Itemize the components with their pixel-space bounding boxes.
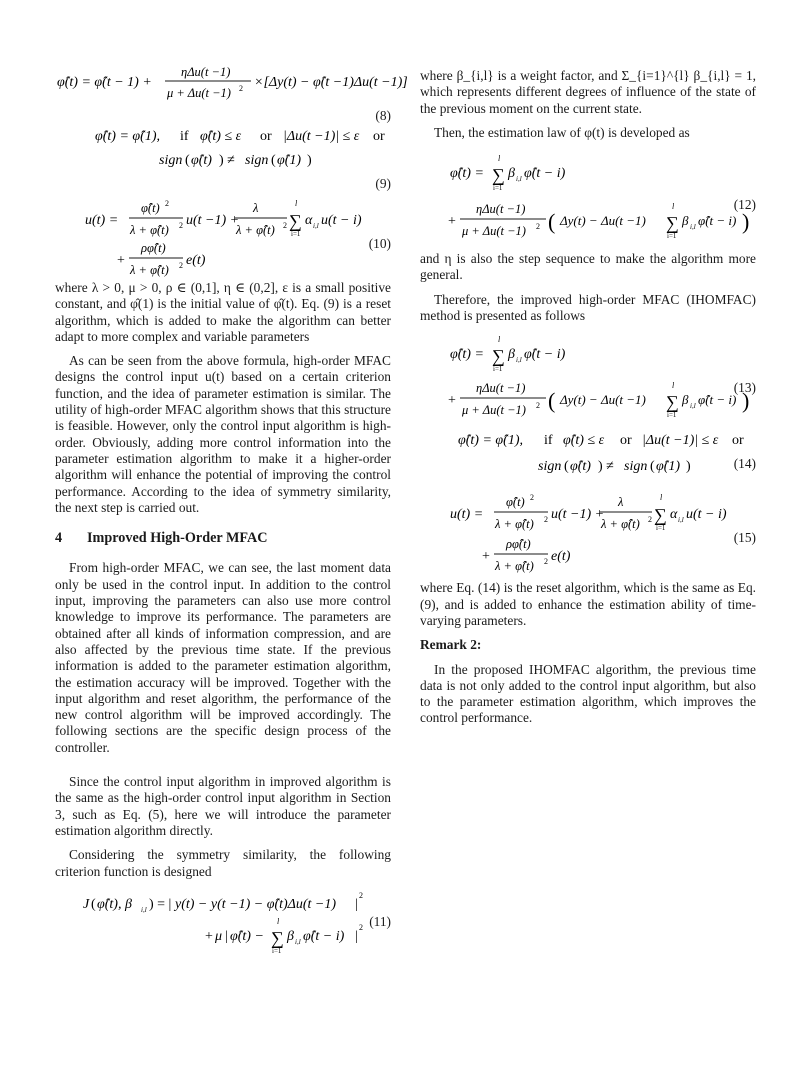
svg-text:φ̂(t) =: φ̂(t) =: [450, 166, 484, 182]
equation-15: [420, 488, 756, 574]
svg-text:i,l: i,l: [516, 356, 522, 365]
section-title: Improved High-Order MFAC: [87, 530, 268, 547]
svg-text:l: l: [672, 381, 675, 391]
svg-text:λ + φ̂(t): λ + φ̂(t): [601, 517, 640, 532]
remark-label: Remark 2:: [420, 637, 482, 653]
svg-text:2: 2: [530, 493, 534, 503]
svg-text:|Δu(t −1)| ≤ ε: |Δu(t −1)| ≤ ε: [283, 129, 360, 144]
svg-text:φ̂(t) −: φ̂(t) −: [230, 928, 264, 944]
equation-15-number: (15): [733, 530, 756, 546]
svg-text:i,l: i,l: [313, 222, 319, 230]
svg-text:2: 2: [179, 261, 183, 270]
svg-text:e(t): e(t): [551, 549, 571, 565]
paragraph-where-parameters: where λ > 0, μ > 0, ρ ∈ (0,1], η ∈ (0,2], ε is a small positive constant, and φ̂(1) is the initial value of φ̂(t). Eq. (9) is a reset algorithm, which is added to make the algorithm can better adapt to more complex and variable parameters: [55, 280, 391, 344]
svg-text:λ + φ̂(t): λ + φ̂(t): [130, 223, 169, 237]
svg-text:β: β: [682, 392, 689, 408]
svg-text:μ: μ: [215, 928, 223, 944]
svg-text:|: |: [355, 928, 358, 944]
paragraph-ihomfac-intro: Therefore, the improved high-order MFAC (IHOMFAC) method is presented as follows: [420, 291, 756, 324]
svg-text:): ): [742, 388, 750, 414]
svg-text:2: 2: [283, 221, 287, 230]
svg-text:φ̂(t − i): φ̂(t − i): [698, 392, 737, 408]
svg-text:β: β: [508, 347, 515, 363]
svg-text:i,l: i,l: [690, 402, 696, 411]
svg-text:λ + φ̂(t): λ + φ̂(t): [495, 517, 534, 532]
paragraph-remark-2: In the proposed IHOMFAC algorithm, the previous time data is not only added to the control input algorithm, but also to the parameter estimation algorithm, which improves the control performance.: [420, 661, 756, 726]
svg-text:l: l: [672, 202, 675, 212]
svg-text:φ̂(1): φ̂(1): [277, 153, 302, 168]
svg-text:Δy(t) − Δu(t −1): Δy(t) − Δu(t −1): [560, 392, 646, 408]
svg-text:(: (: [650, 459, 655, 475]
svg-text:∑: ∑: [289, 211, 302, 231]
svg-text:2: 2: [536, 401, 540, 411]
svg-text:sign: sign: [538, 459, 562, 475]
svg-text:μ + Δu(t −1): μ + Δu(t −1): [462, 403, 526, 418]
equation-8-number: (8): [375, 108, 391, 123]
svg-text:i,l: i,l: [295, 937, 301, 946]
svg-text:2: 2: [544, 557, 548, 567]
svg-text:+: +: [448, 214, 456, 230]
svg-text:φ̂(t − i): φ̂(t − i): [698, 213, 737, 229]
svg-text:φ̂(t): φ̂(t): [191, 153, 212, 168]
svg-text:if: if: [544, 433, 553, 449]
svg-text:l: l: [498, 335, 501, 345]
svg-text:(: (: [548, 388, 556, 414]
svg-text:φ̂(t) ≤ ε: φ̂(t) ≤ ε: [200, 129, 242, 144]
svg-text:): ): [686, 459, 691, 475]
equation-12-math: [420, 149, 756, 245]
svg-text:φ̂(t − i): φ̂(t − i): [524, 347, 566, 363]
svg-text:μ + Δu(t −1): μ + Δu(t −1): [167, 86, 231, 100]
svg-text:∑: ∑: [654, 505, 667, 526]
svg-text:×[Δy(t) − φ̂(t −1)Δu(t −1)]: ×[Δy(t) − φ̂(t −1)Δu(t −1)]: [254, 75, 408, 90]
svg-text:2: 2: [536, 222, 540, 232]
svg-text:|Δu(t −1)| ≤ ε: |Δu(t −1)| ≤ ε: [642, 433, 719, 449]
svg-text:+: +: [482, 549, 490, 565]
paragraph-weight-factor: where β_{i,l} is a weight factor, and Σ_{i=1}^{l} β_{i,l} = 1, which represents different degrees of influence of the state of the previous moment on the current state.: [420, 68, 756, 116]
equation-13-number: (13): [733, 380, 756, 396]
svg-text:i=1: i=1: [493, 365, 503, 374]
svg-text:φ̂(t − i): φ̂(t − i): [303, 928, 345, 944]
svg-text:ρφ̂(t): ρφ̂(t): [506, 537, 531, 552]
right-column: [420, 58, 756, 735]
section-heading: [55, 530, 391, 546]
equation-15-math: [420, 488, 756, 574]
paragraph-reset-algorithm: where Eq. (14) is the reset algorithm, which is the same as Eq. (9), and is added to enhance the estimation ability of time-varying parameters.: [420, 580, 756, 628]
svg-text:J: J: [83, 896, 90, 912]
svg-text:2: 2: [648, 515, 652, 525]
svg-text:φ̂(t): φ̂(t): [570, 459, 591, 475]
svg-text:l: l: [295, 199, 298, 208]
svg-text:i=1: i=1: [656, 524, 666, 533]
svg-text:α: α: [305, 213, 313, 228]
svg-text:u(t − i): u(t − i): [686, 507, 727, 523]
svg-text:β: β: [508, 166, 515, 182]
svg-text:i,l: i,l: [690, 223, 696, 232]
svg-text:λ: λ: [253, 201, 259, 215]
svg-text:ηΔu(t −1): ηΔu(t −1): [476, 202, 526, 217]
svg-text:ηΔu(t −1): ηΔu(t −1): [181, 65, 231, 79]
paragraph-control-input-same: Since the control input algorithm in improved algorithm is the same as the high-order control input algorithm in Section 3, such as Eq. (5), here we will introduce the parameter estimation algorithm directly.: [55, 774, 391, 838]
svg-text:u(t) =: u(t) =: [450, 507, 484, 523]
equation-10: [55, 194, 391, 277]
svg-text:) ≠: ) ≠: [598, 459, 614, 475]
equation-13-math: [420, 332, 756, 424]
svg-text:2: 2: [239, 84, 243, 93]
svg-text:ηΔu(t −1): ηΔu(t −1): [476, 381, 526, 396]
svg-text:2: 2: [544, 515, 548, 525]
svg-text:φ̂(t): φ̂(t): [141, 201, 160, 215]
svg-text:φ̂(t) =: φ̂(t) =: [450, 347, 484, 363]
svg-text:i=1: i=1: [493, 184, 503, 193]
svg-text:l: l: [498, 154, 501, 164]
svg-text:e(t): e(t): [186, 253, 206, 268]
svg-text:) = |: ) = |: [149, 896, 172, 912]
paragraph-high-order-mfac: As can be seen from the above formula, high-order MFAC designs the control input u(t) based on a certain criterion function, and the idea of parameter estimation is similar. The utility of high-order MFAC algorithm shows that this structure is feasible. However, only the control input algorithm is high-order. Obviously, adding more control information into the parameter estimation algorithm to make it a higher-order algorithm will enhance the potential of improving the control performance. According to the idea of symmetry similarity, the next step is carried out.: [55, 353, 391, 515]
svg-text:i=1: i=1: [667, 411, 677, 420]
svg-text:λ + φ̂(t): λ + φ̂(t): [236, 223, 275, 237]
svg-text:(: (: [271, 153, 276, 168]
svg-text:u(t − i): u(t − i): [321, 213, 362, 228]
svg-text:2: 2: [165, 199, 169, 208]
svg-text:λ: λ: [618, 495, 624, 510]
svg-text:β: β: [682, 213, 689, 229]
equation-9: [55, 126, 391, 172]
svg-text:sign: sign: [159, 153, 183, 168]
svg-text:i=1: i=1: [272, 946, 282, 955]
svg-text:φ̂(t − i): φ̂(t − i): [524, 166, 566, 182]
equation-13: [420, 332, 756, 424]
svg-text:φ̂(t) ≤ ε: φ̂(t) ≤ ε: [563, 433, 605, 449]
paragraph-improvement-motivation: From high-order MFAC, we can see, the last moment data only be used in the control input. In addition to the control input, improving the parameters can also use more control knowledge to improve its performance. The parameters are obtained after all kinds of information compression, and are also affected by the previous time state. If the previous information is added to the parameter estimation algorithm, the estimation accuracy will be improved. Together with the input algorithm and reset algorithm, the performance of the new control algorithm will be improved accordingly. The following sections are the specific design process of the controller.: [55, 560, 391, 755]
svg-text:): ): [307, 153, 312, 168]
svg-text:λ + φ̂(t): λ + φ̂(t): [130, 263, 169, 277]
svg-text:sign: sign: [624, 459, 648, 475]
svg-text:φ̂(t): φ̂(t): [506, 495, 525, 510]
equation-11-math: [55, 888, 391, 956]
svg-text:u(t −1) +: u(t −1) +: [186, 213, 240, 228]
svg-text:∑: ∑: [666, 213, 679, 234]
paragraph-estimation-law-intro: Then, the estimation law of φ(t) is developed as: [434, 124, 690, 140]
svg-text:Δy(t) − Δu(t −1): Δy(t) − Δu(t −1): [560, 213, 646, 229]
equation-14: [420, 430, 756, 480]
svg-text:i=1: i=1: [667, 232, 677, 241]
svg-text:+: +: [117, 253, 125, 268]
svg-text:∑: ∑: [666, 392, 679, 413]
svg-text:λ + φ̂(t): λ + φ̂(t): [495, 559, 534, 574]
svg-text:i=1: i=1: [291, 230, 301, 238]
svg-text:or: or: [620, 433, 632, 449]
svg-text:i,l: i,l: [141, 905, 147, 914]
svg-text:|: |: [355, 896, 358, 912]
equation-8-math: [55, 60, 408, 108]
svg-text:φ̂(t) = φ̂(t − 1) +: φ̂(t) = φ̂(t − 1) +: [57, 75, 152, 90]
svg-text:φ̂(t) = φ̂(1),: φ̂(t) = φ̂(1),: [95, 129, 160, 144]
equation-10-math: [55, 194, 391, 277]
svg-text:∑: ∑: [271, 927, 284, 948]
svg-text:2: 2: [359, 890, 363, 900]
equation-11: [55, 888, 391, 956]
equation-9-math: [55, 126, 391, 172]
svg-text:or: or: [260, 129, 272, 144]
svg-text:|: |: [225, 928, 228, 944]
svg-text:(: (: [185, 153, 190, 168]
svg-text:2: 2: [179, 221, 183, 230]
svg-text:2: 2: [359, 922, 363, 932]
svg-text:or: or: [732, 433, 744, 449]
svg-text:φ̂(1): φ̂(1): [656, 459, 681, 475]
svg-text:sign: sign: [245, 153, 269, 168]
svg-text:if: if: [180, 129, 189, 144]
svg-text:ρφ̂(t): ρφ̂(t): [141, 241, 166, 255]
svg-text:): ): [742, 209, 750, 235]
svg-text:∑: ∑: [492, 346, 505, 367]
left-column: [55, 58, 408, 962]
svg-text:α: α: [670, 507, 678, 523]
svg-text:+: +: [205, 928, 213, 944]
svg-text:φ̂(t) = φ̂(1),: φ̂(t) = φ̂(1),: [458, 433, 523, 449]
section-number: 4: [55, 530, 63, 547]
equation-9-number: (9): [375, 176, 391, 191]
svg-text:i,l: i,l: [516, 175, 522, 184]
svg-text:l: l: [277, 916, 280, 926]
svg-text:or: or: [373, 129, 385, 144]
svg-text:μ + Δu(t −1): μ + Δu(t −1): [462, 224, 526, 239]
svg-text:β: β: [287, 928, 294, 944]
svg-text:l: l: [660, 493, 663, 503]
svg-text:(: (: [564, 459, 569, 475]
equation-12: [420, 149, 756, 245]
svg-text:φ̂(t), β: φ̂(t), β: [97, 896, 132, 912]
svg-text:(: (: [91, 896, 96, 912]
svg-text:(: (: [548, 209, 556, 235]
svg-text:+: +: [448, 393, 456, 409]
svg-text:y(t) − y(t −1) − φ̂(t)Δu(t −1): y(t) − y(t −1) − φ̂(t)Δu(t −1): [175, 896, 337, 912]
equation-12-number: (12): [733, 197, 756, 213]
svg-text:u(t −1) +: u(t −1) +: [551, 507, 605, 523]
paragraph-criterion-intro: Considering the symmetry similarity, the following criterion function is designed: [55, 847, 391, 879]
equation-14-number: (14): [733, 456, 756, 472]
svg-text:∑: ∑: [492, 165, 505, 186]
equation-8: [55, 60, 408, 108]
svg-text:u(t) =: u(t) =: [85, 213, 119, 228]
equation-14-math: [420, 430, 756, 480]
paragraph-eta-step: and η is also the step sequence to make the algorithm more general.: [420, 251, 756, 283]
svg-text:) ≠: ) ≠: [219, 153, 235, 168]
svg-text:i,l: i,l: [678, 516, 684, 525]
equation-11-number: (11): [369, 913, 391, 929]
equation-10-number: (10): [368, 236, 391, 251]
